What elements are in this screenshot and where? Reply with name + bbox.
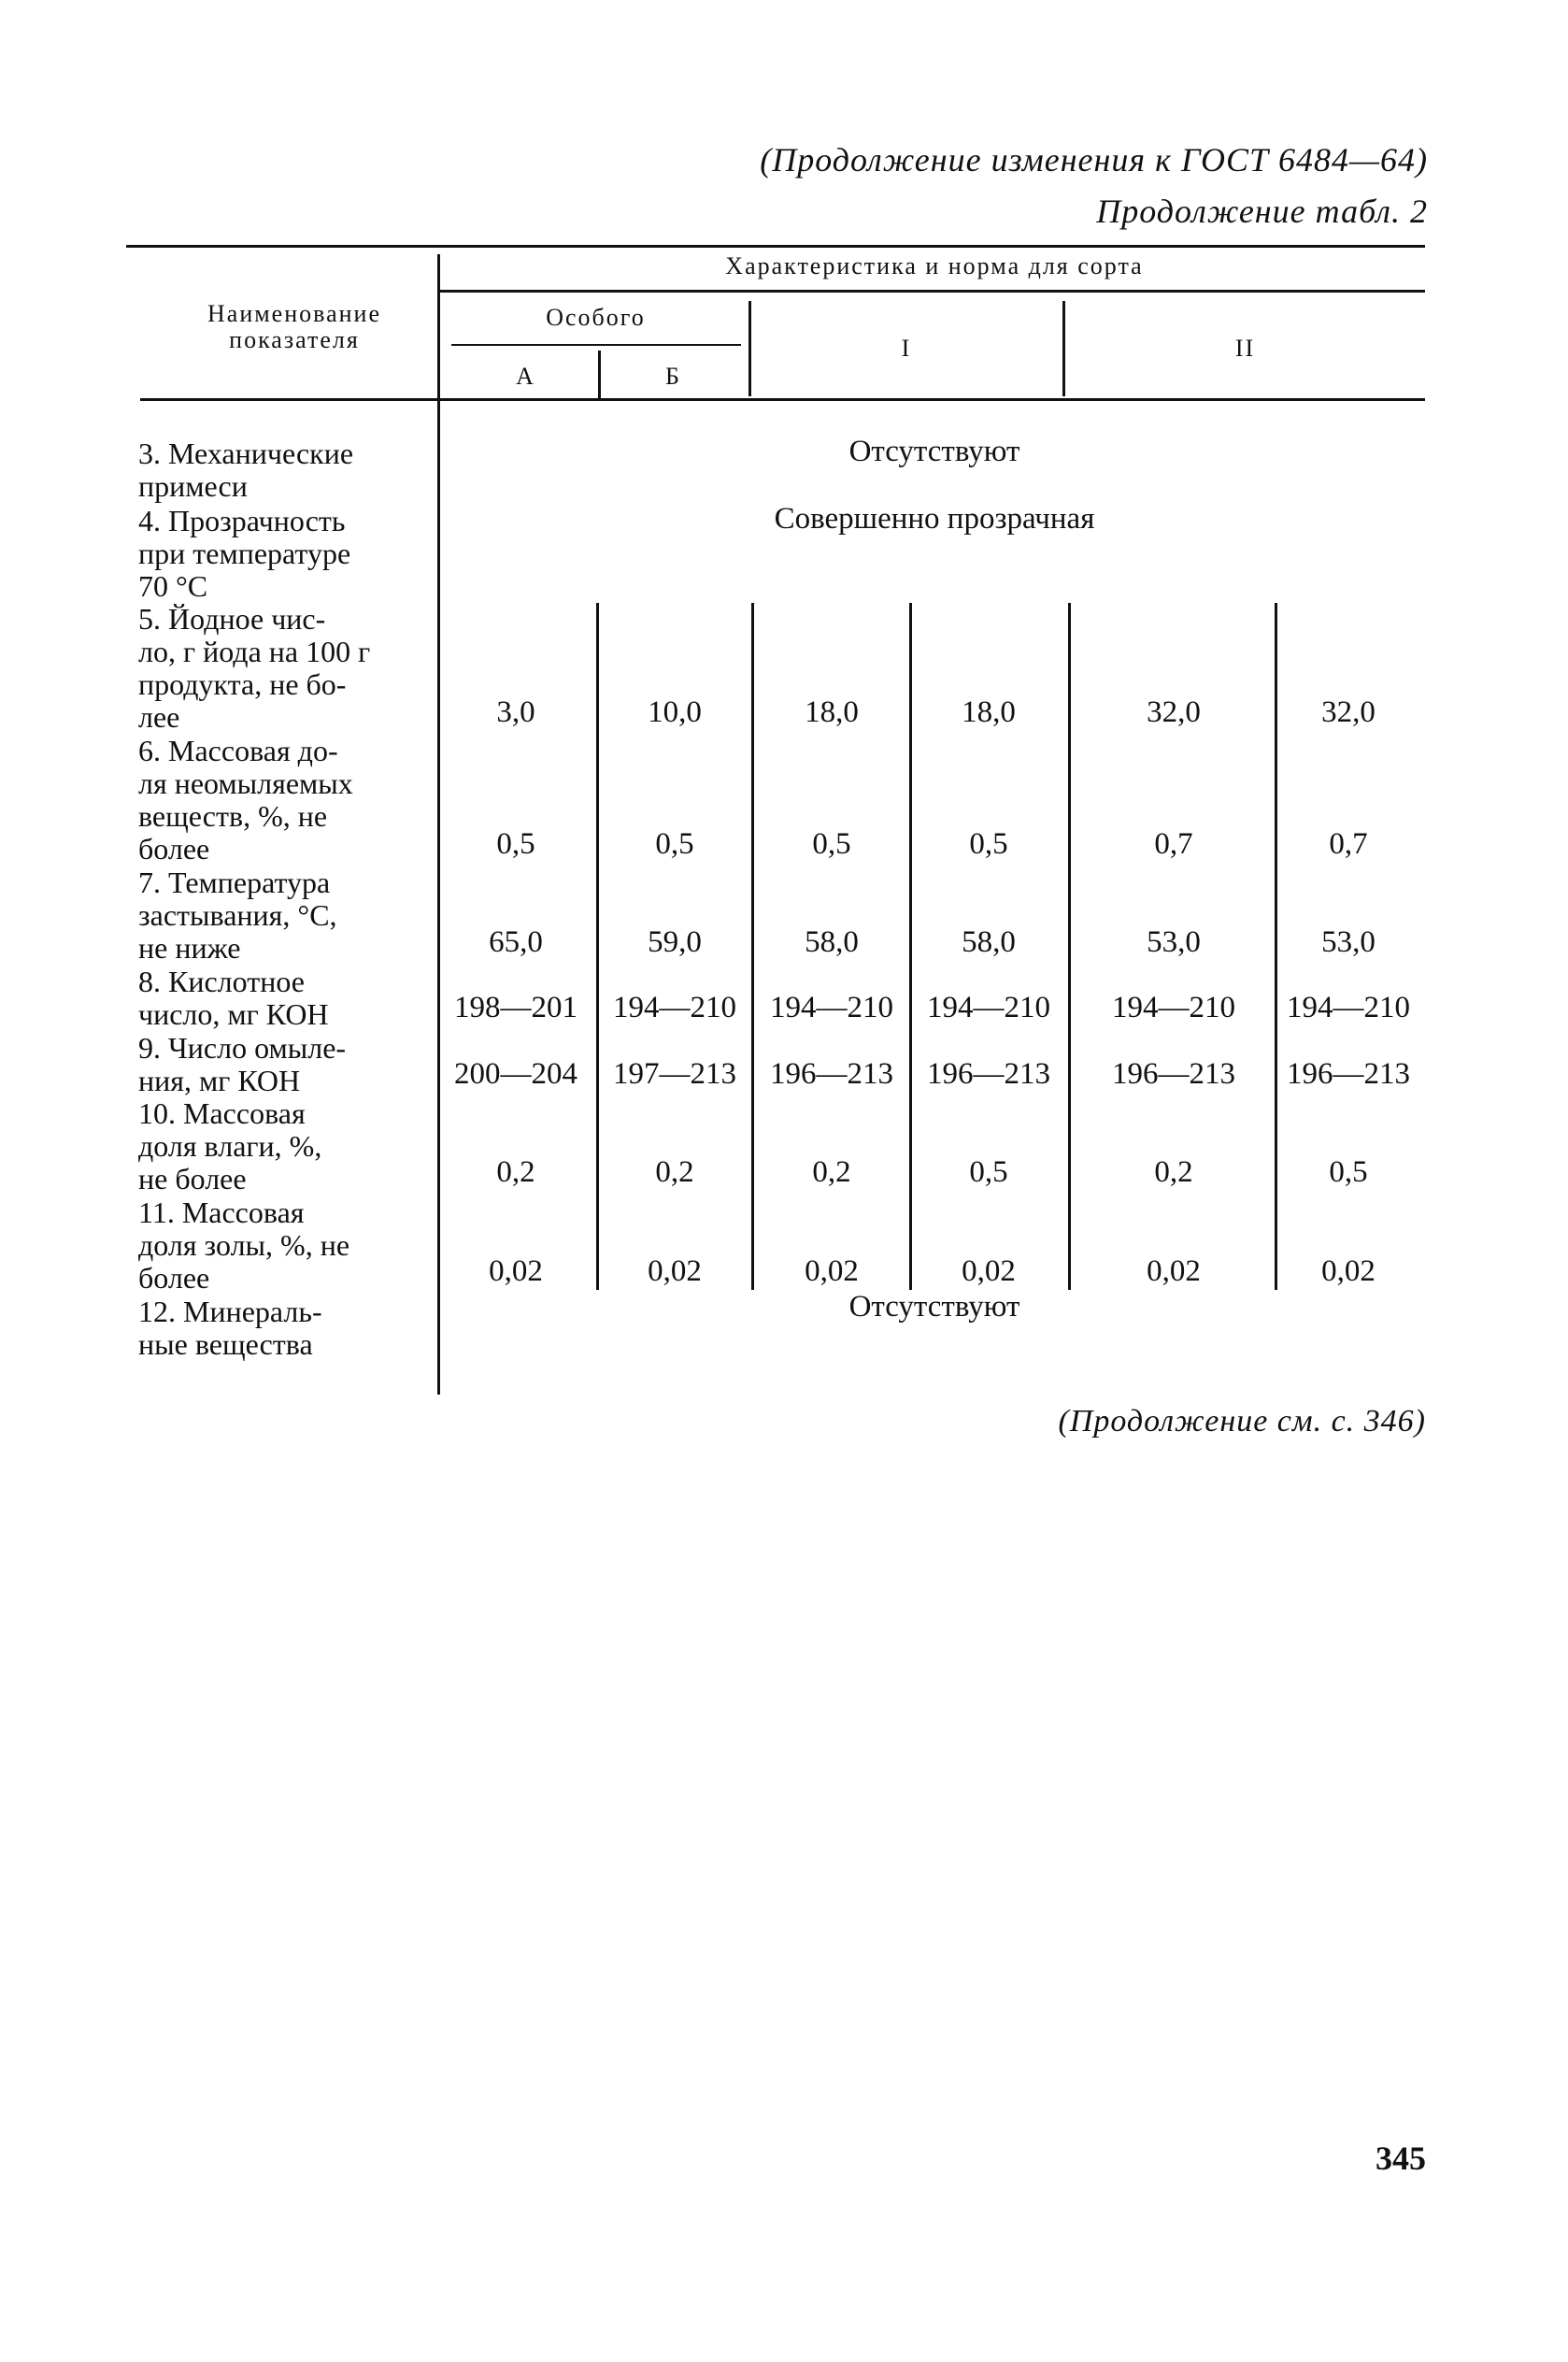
table-cell: 194—210: [613, 991, 736, 1024]
grade-i-header: I: [901, 335, 912, 362]
page-number: 345: [1376, 2140, 1426, 2177]
table-cell: 0,5: [969, 827, 1008, 861]
row-label-iodine-number: 5. Йодное чис- ло, г йода на 100 г продукта, не бо- лее: [138, 602, 371, 734]
table-cell: 10,0: [648, 695, 702, 729]
table-cell: 0,2: [812, 1155, 851, 1189]
row-label-acid-number: 8. Кислотное число, мг КОН: [138, 965, 329, 1031]
row-label-moisture: 10. Массовая доля влаги, %, не более: [138, 1096, 322, 1195]
row-label-unsaponifiable: 6. Массовая до- ля неомыляемых веществ, %, не более: [138, 734, 353, 866]
table-cell: 0,2: [1154, 1155, 1193, 1189]
table-cell: 65,0: [489, 925, 543, 959]
continuation-note: (Продолжение см. с. 346): [1058, 1404, 1426, 1439]
table-cell: 32,0: [1147, 695, 1201, 729]
sub-a-header: А: [516, 363, 535, 390]
header-vertical-divider: [437, 254, 440, 1395]
group-header-underline: [439, 290, 1425, 293]
table-cell: 3,0: [496, 695, 535, 729]
table-cell: 0,7: [1154, 827, 1193, 861]
table-cell: 18,0: [805, 695, 859, 729]
mechanical-impurities-value: Отсутствуют: [848, 435, 1020, 468]
table-cell: 0,02: [1321, 1254, 1376, 1288]
table-top-rule: [126, 245, 1425, 248]
row-label-transparency: 4. Прозрачность при температуре 70 °С: [138, 504, 351, 603]
table-cell: 58,0: [805, 925, 859, 959]
group-header: Характеристика и норма для сорта: [725, 252, 1144, 279]
table-cell: 194—210: [770, 991, 893, 1024]
table-cell: 53,0: [1321, 925, 1376, 959]
header-bottom-rule: [140, 398, 1425, 401]
sub-b-header: Б: [665, 363, 681, 390]
table-cell: 196—213: [927, 1057, 1050, 1091]
table-cell: 0,5: [969, 1155, 1008, 1189]
table-cell: 18,0: [962, 695, 1016, 729]
table-cell: 0,5: [812, 827, 851, 861]
table-cell: 0,2: [496, 1155, 535, 1189]
table-cell: 0,5: [1329, 1155, 1368, 1189]
row-label-ash: 11. Массовая доля золы, %, не более: [138, 1195, 350, 1295]
table-continuation-label: Продолжение табл. 2: [1096, 193, 1428, 230]
row-label-mechanical-impurities: 3. Механические примеси: [138, 437, 354, 503]
row-label-solidification-temp: 7. Температура застывания, °С, не ниже: [138, 866, 337, 965]
table-cell: 0,02: [805, 1254, 859, 1288]
row-label-mineral-substances: 12. Минераль- ные вещества: [138, 1295, 322, 1361]
body-divider-4: [1068, 603, 1071, 1290]
table-cell: 0,7: [1329, 827, 1368, 861]
table-cell: 53,0: [1147, 925, 1201, 959]
table-cell: 194—210: [1112, 991, 1235, 1024]
grade-i-left-divider: [748, 301, 751, 396]
transparency-value: Совершенно прозрачная: [774, 502, 1095, 536]
grade-ii-header: II: [1234, 335, 1256, 362]
table-cell: 194—210: [927, 991, 1050, 1024]
table-cell: 0,02: [1147, 1254, 1201, 1288]
mineral-substances-value: Отсутствуют: [848, 1290, 1020, 1324]
table-cell: 200—204: [454, 1057, 577, 1091]
table-cell: 198—201: [454, 991, 577, 1024]
table-cell: 0,2: [655, 1155, 694, 1189]
table-cell: 196—213: [1287, 1057, 1410, 1091]
table-cell: 0,5: [496, 827, 535, 861]
table-cell: 58,0: [962, 925, 1016, 959]
row-label-saponification-number: 9. Число омыле- ния, мг КОН: [138, 1031, 347, 1097]
table-cell: 197—213: [613, 1057, 736, 1091]
table-cell: 32,0: [1321, 695, 1376, 729]
grade-special-header: Особого: [546, 304, 646, 331]
table-cell: 59,0: [648, 925, 702, 959]
table-cell: 0,02: [489, 1254, 543, 1288]
table-cell: 196—213: [770, 1057, 893, 1091]
table-cell: 0,02: [648, 1254, 702, 1288]
column-name-header: Наименование показателя: [207, 300, 381, 353]
table-cell: 0,5: [655, 827, 694, 861]
table-cell: 194—210: [1287, 991, 1410, 1024]
continuation-title: (Продолжение изменения к ГОСТ 6484—64): [760, 141, 1428, 179]
table-cell: 0,02: [962, 1254, 1016, 1288]
special-underline: [451, 344, 741, 346]
table-cell: 196—213: [1112, 1057, 1235, 1091]
